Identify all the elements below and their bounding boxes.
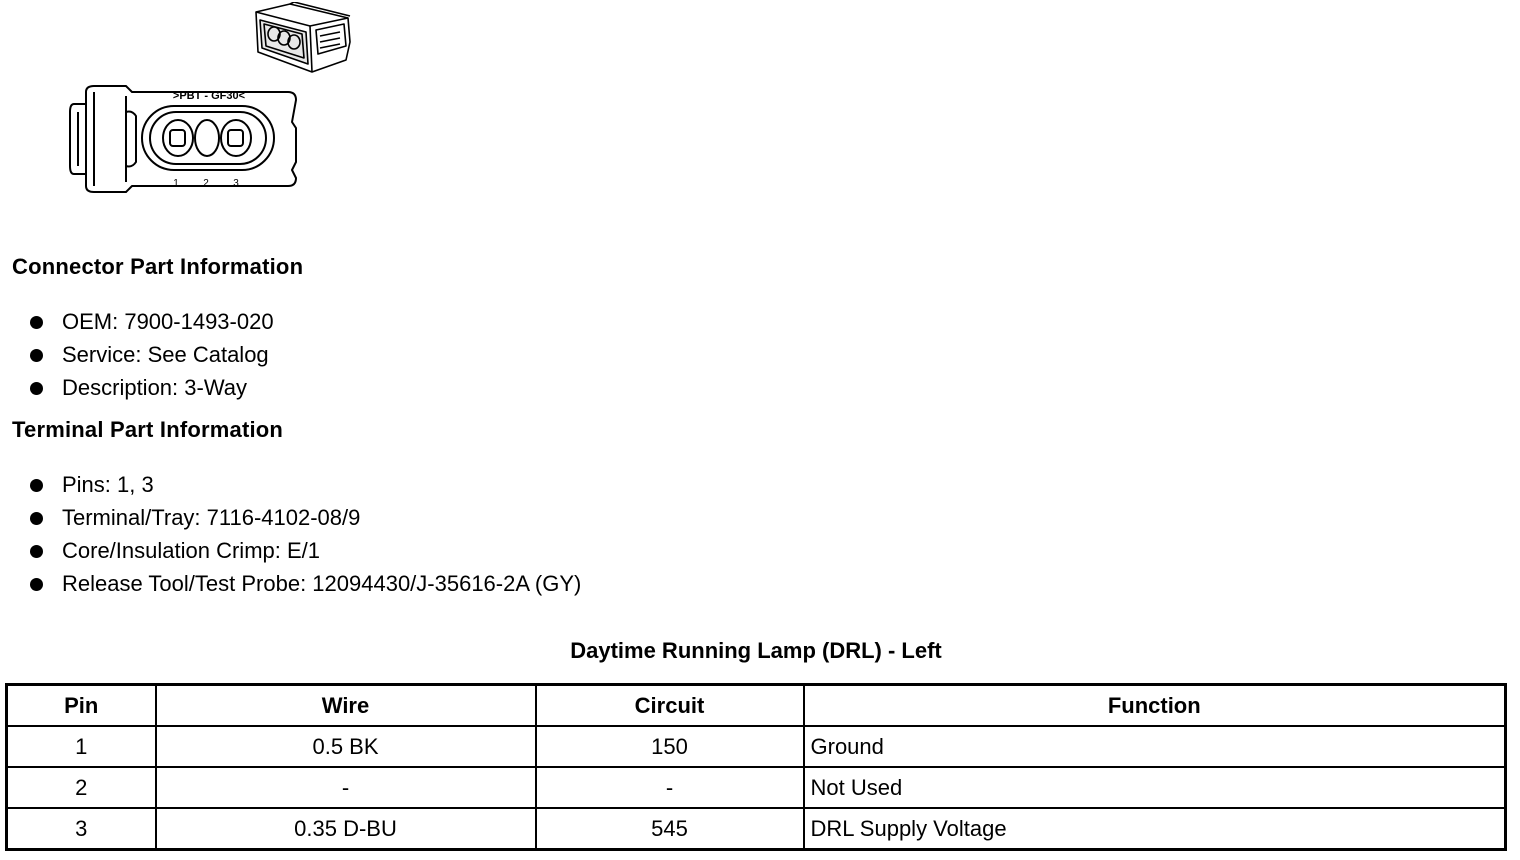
connector-isometric-illustration (250, 2, 358, 74)
pinout-table (5, 683, 1507, 851)
pin-number-label: 2 (203, 178, 209, 189)
column-header-wire: Wire (156, 685, 536, 727)
list-item-text: Release Tool/Test Probe: 12094430/J-35616-2A (GY) (62, 571, 582, 596)
bullet-icon (30, 316, 43, 329)
bullet-icon (30, 545, 43, 558)
list-item (0, 468, 581, 501)
list-item (0, 567, 581, 600)
table-row (7, 726, 1506, 767)
bullet-icon (30, 578, 43, 591)
table-row (7, 767, 1506, 808)
circuit-cell: 545 (536, 808, 804, 850)
column-header-pin: Pin (7, 685, 156, 727)
terminal-part-info-list (0, 468, 581, 600)
pinout-table-title: Daytime Running Lamp (DRL) - Left (570, 638, 942, 663)
table-header-row (7, 685, 1506, 727)
list-item-text: Core/Insulation Crimp: E/1 (62, 538, 320, 563)
function-cell: Ground (804, 726, 1506, 767)
list-item (0, 371, 274, 404)
list-item-text: Service: See Catalog (62, 342, 269, 367)
column-header-circuit: Circuit (536, 685, 804, 727)
bullet-icon (30, 479, 43, 492)
terminal-part-info-heading: Terminal Part Information (12, 417, 284, 442)
list-item-text: Pins: 1, 3 (62, 472, 154, 497)
wire-cell: 0.5 BK (156, 726, 536, 767)
connector-part-info-heading: Connector Part Information (12, 254, 304, 279)
circuit-cell: - (536, 767, 804, 808)
function-cell: Not Used (804, 767, 1506, 808)
bullet-icon (30, 349, 43, 362)
bullet-icon (30, 512, 43, 525)
column-header-function: Function (804, 685, 1506, 727)
connector-front-view (66, 82, 302, 196)
pin-number-label: 1 (173, 178, 179, 189)
molded-material-text: >PBT - GF30< (172, 90, 246, 102)
list-item-text: OEM: 7900-1493-020 (62, 309, 274, 334)
circuit-cell: 150 (536, 726, 804, 767)
table-row (7, 808, 1506, 850)
list-item (0, 534, 581, 567)
list-item (0, 305, 274, 338)
bullet-icon (30, 382, 43, 395)
connector-part-info-list (0, 305, 274, 404)
list-item-text: Description: 3-Way (62, 375, 248, 400)
wire-cell: 0.35 D-BU (156, 808, 536, 850)
pin-cell: 2 (7, 767, 156, 808)
pin-cell: 1 (7, 726, 156, 767)
pin-cell: 3 (7, 808, 156, 850)
wire-cell: - (156, 767, 536, 808)
function-cell: DRL Supply Voltage (804, 808, 1506, 850)
list-item (0, 338, 274, 371)
pin-number-label: 3 (233, 178, 239, 189)
list-item (0, 501, 581, 534)
list-item-text: Terminal/Tray: 7116-4102-08/9 (62, 505, 361, 530)
